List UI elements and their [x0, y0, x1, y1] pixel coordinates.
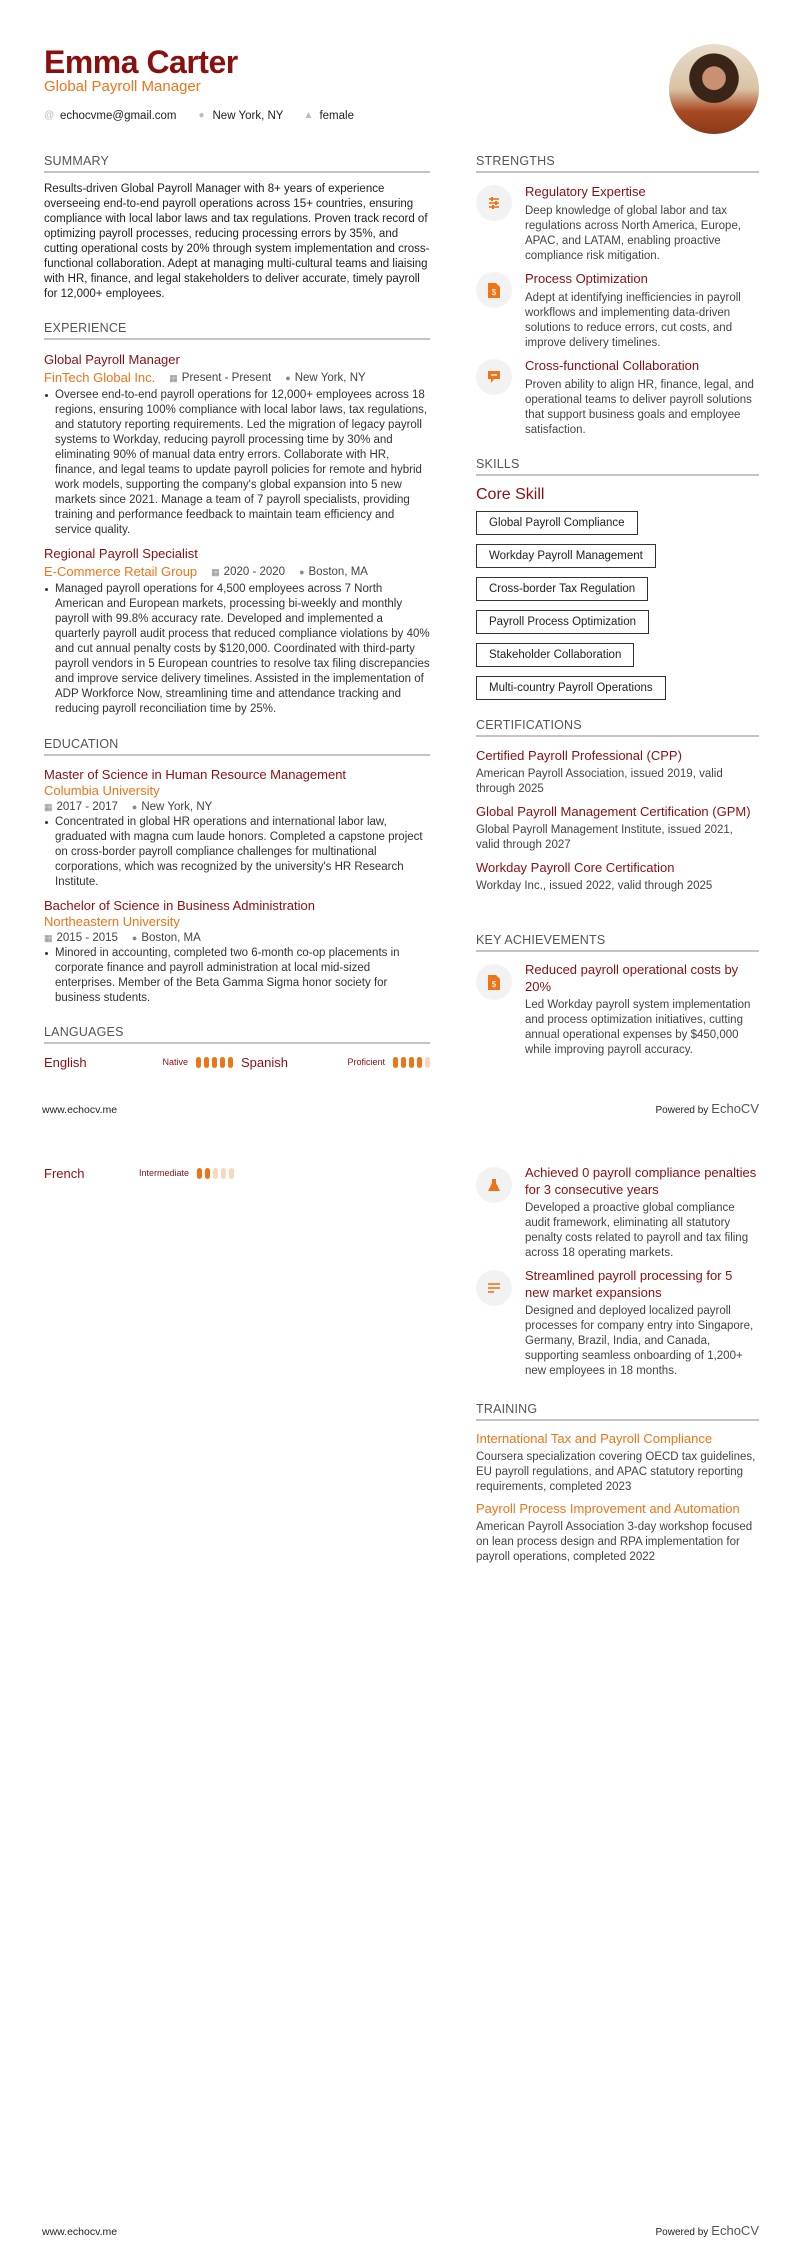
chat-icon [476, 359, 512, 395]
achievement-desc: Led Workday payroll system implementation and process optimization initiatives, cutting annual operational expenses by $450,000 while improving payroll accuracy. [525, 999, 751, 1056]
strength-title: Process Optimization [525, 271, 648, 286]
gender: female [319, 110, 354, 122]
section-heading: SUMMARY [44, 153, 430, 173]
proficiency-dots [196, 1057, 233, 1068]
bullet: Managed payroll operations for 4,500 employees across 7 North American and European markets, processing bi-weekly and monthly payroll with 99.8% accuracy rate. Developed and implemented a quarterly payroll audit process that reduced compliance violations by 40% and cut annual penalty costs by $120,000. Coordinated with third-party payroll vendors in 5 European countries to resolve tax filing discrepancies and improve service delivery timelines. Assisted in the implementation of ADP Workforce Now, streamlining time and attendance tracking and reducing payroll reconciliation time by 25%. [44, 582, 430, 717]
achievement-title: Achieved 0 payroll compliance penalties for 3 consecutive years [525, 1165, 757, 1197]
dates: 2015 - 2015 [56, 932, 118, 944]
achievement-item [476, 1267, 759, 1379]
proficiency-dot-filled [409, 1057, 414, 1068]
certification-title: Certified Payroll Professional (CPP) [476, 748, 682, 763]
strength-item [476, 183, 759, 264]
proficiency-dot-filled [197, 1168, 202, 1179]
invoice-icon [476, 964, 512, 1000]
bullet: Oversee end-to-end payroll operations for 12,000+ employees across 18 regions, ensuring 100% compliance with local labor laws, tax regulations, and statutory reporting requirements. Led the migration of legacy payroll systems to Workday, reducing payroll processing time by 30% and eliminating 90% of manual data entry errors. Collaborate with HR, finance, and legal teams to update payroll policies for remote and hybrid work models, supporting the company's global expansion into 5 new markets since 2021. Manage a team of 7 payroll specialists, providing training and performance feedback to maintain team efficiency and service quality. [44, 388, 430, 538]
proficiency-dots [393, 1057, 430, 1068]
experience-item [44, 351, 430, 538]
education-section [44, 736, 430, 1006]
strength-item [476, 357, 759, 438]
language-level: Proficient [347, 1057, 385, 1067]
certification-desc: American Payroll Association, issued 2019, valid through 2025 [476, 768, 723, 795]
flask-icon [476, 1167, 512, 1203]
proficiency-dot-filled [401, 1057, 406, 1068]
summary-text: Results-driven Global Payroll Manager with 8+ years of experience overseeing end-to-end payroll operations across 15+ countries, ensuring compliance with local labor laws and tax regulations. Proven track record of optimizing payroll processes, reducing processing errors by 35%, and cutting operational costs by 20% through system implementation and cross-functional collaboration. Adept at managing multi-cultural teams and liaising with HR, finance, and legal stakeholders to deliver accurate, timely payroll for 12,000+ employees. [44, 183, 430, 300]
school-location: New York, NY [141, 801, 213, 813]
job-title: Global Payroll Manager [44, 352, 180, 367]
proficiency-dot-filled [393, 1057, 398, 1068]
section-heading: STRENGTHS [476, 153, 759, 173]
profile-photo [669, 44, 759, 134]
invoice-icon [476, 272, 512, 308]
calendar-icon: ▦ [44, 932, 53, 943]
training-title: Payroll Process Improvement and Automation [476, 1501, 740, 1516]
person-icon: ▲ [303, 110, 314, 121]
proficiency-dot-empty [229, 1168, 234, 1179]
strength-desc: Adept at identifying inefficiencies in payroll workflows and implementing data-driven solutions to reduce errors, cut costs, and improve delivery timelines. [525, 292, 741, 349]
skill-tag: Workday Payroll Management [476, 544, 656, 568]
candidate-title: Global Payroll Manager [44, 78, 201, 95]
dates: 2017 - 2017 [56, 801, 118, 813]
dates: Present - Present [181, 372, 272, 384]
language-english [44, 1053, 233, 1071]
skill-tag: Stakeholder Collaboration [476, 643, 634, 667]
dates: 2020 - 2020 [223, 566, 286, 578]
section-heading: EXPERIENCE [44, 320, 430, 340]
powered-label: Powered by [655, 2227, 709, 2238]
brand-logo[interactable]: EchoCV [711, 2223, 759, 2238]
calendar-icon: ▦ [44, 802, 53, 812]
section-heading: SKILLS [476, 456, 759, 476]
experience-item [44, 545, 430, 717]
location-pin-icon: ● [198, 110, 205, 121]
proficiency-dot-empty [425, 1057, 430, 1068]
skills-section [476, 456, 759, 709]
section-heading: KEY ACHIEVEMENTS [476, 932, 759, 952]
proficiency-dot-filled [417, 1057, 422, 1068]
location-pin-icon: ● [131, 933, 138, 943]
achievements-continued [476, 1164, 759, 1379]
proficiency-dot-filled [205, 1168, 210, 1179]
brand-logo[interactable]: EchoCV [711, 1101, 759, 1116]
training-item [476, 1430, 759, 1495]
training-section [476, 1401, 759, 1565]
proficiency-dot-filled [212, 1057, 217, 1068]
section-heading: LANGUAGES [44, 1024, 430, 1044]
certification-item [476, 747, 759, 797]
achievement-item [476, 1164, 759, 1261]
summary-section [44, 153, 430, 302]
contact-info [44, 108, 354, 124]
bullet: Concentrated in global HR operations and international labor law, graduated with magna cum laude honors. Completed a capstone project on cross-border payroll compliance challenges for multinational corporations, which was recognized by the university's HR Research Institute. [44, 815, 430, 890]
achievement-desc: Developed a proactive global compliance audit framework, eliminating all statutory penalty costs related to payroll and tax filing across 18 operating markets. [525, 1202, 749, 1259]
school: Northeastern University [44, 914, 180, 929]
education-item [44, 767, 430, 890]
location: New York, NY [212, 110, 284, 122]
lines-icon [476, 1270, 512, 1306]
certification-title: Workday Payroll Core Certification [476, 860, 675, 875]
skill-tag: Cross-border Tax Regulation [476, 577, 648, 601]
skill-group-title: Core Skill [476, 486, 545, 503]
strength-desc: Proven ability to align HR, finance, legal, and operational teams to deliver payroll solutions that support business goals and employee satisfaction. [525, 379, 754, 436]
strength-desc: Deep knowledge of global labor and tax regulations across North America, Europe, APAC, and LATAM, enabling proactive compliance risk mitigation. [525, 205, 742, 262]
training-item [476, 1500, 759, 1565]
skill-tag: Payroll Process Optimization [476, 610, 649, 634]
certification-item [476, 859, 759, 894]
footer-powered-by [655, 1101, 759, 1116]
location-pin-icon: ● [299, 567, 305, 577]
experience-section [44, 320, 430, 717]
section-heading: EDUCATION [44, 736, 430, 756]
calendar-icon: ▦ [211, 566, 220, 577]
proficiency-dot-empty [213, 1168, 218, 1179]
training-desc: American Payroll Association 3-day workshop focused on lean process design and RPA implementation for payroll operations, completed 2022 [476, 1521, 753, 1563]
degree: Bachelor of Science in Business Administration [44, 898, 315, 913]
training-title: International Tax and Payroll Compliance [476, 1431, 713, 1446]
calendar-icon: ▦ [169, 372, 178, 383]
strength-item [476, 270, 759, 351]
languages-section [44, 1024, 430, 1071]
strengths-section [476, 153, 759, 438]
job-title: Regional Payroll Specialist [44, 546, 198, 561]
svg-text:$: $ [491, 287, 497, 297]
language-name: French [44, 1165, 85, 1181]
training-desc: Coursera specialization covering OECD tax guidelines, EU payroll regulations, and APAC statutory reporting requirements, completed 2023 [476, 1451, 756, 1493]
footer-powered-by [655, 2223, 759, 2238]
school-location: Boston, MA [141, 932, 201, 944]
certification-title: Global Payroll Management Certification (GPM) [476, 804, 751, 819]
skill-tag: Global Payroll Compliance [476, 511, 638, 535]
strength-title: Cross-functional Collaboration [525, 358, 700, 373]
language-level: Intermediate [138, 1168, 189, 1178]
sliders-icon [476, 185, 512, 221]
certification-item [476, 803, 759, 853]
proficiency-dot-filled [204, 1057, 209, 1068]
degree: Master of Science in Human Resource Management [44, 767, 347, 782]
language-level: Native [162, 1057, 188, 1067]
job-location: New York, NY [294, 372, 366, 384]
certifications-section [476, 717, 759, 894]
certification-desc: Workday Inc., issued 2022, valid through 2025 [476, 880, 713, 892]
language-name: Spanish [241, 1054, 288, 1070]
email[interactable]: echocvme@gmail.com [60, 110, 177, 122]
skill-tag: Multi-country Payroll Operations [476, 676, 666, 700]
job-location: Boston, MA [308, 566, 368, 578]
location-pin-icon: ● [285, 373, 291, 383]
at-icon: @ [44, 110, 55, 121]
bullet: Minored in accounting, completed two 6-month co-op placements in corporate finance and payroll administration at local mid-sized enterprises. Member of the Beta Gamma Sigma honor society for business students. [44, 946, 430, 1006]
footer-website[interactable]: www.echocv.me [42, 1104, 118, 1116]
company: FinTech Global Inc. [44, 370, 156, 385]
location-pin-icon: ● [131, 802, 138, 812]
school: Columbia University [44, 783, 160, 798]
section-heading: TRAINING [476, 1401, 759, 1421]
achievement-title: Reduced payroll operational costs by 20% [525, 962, 739, 994]
achievements-section [476, 932, 759, 1058]
proficiency-dots [197, 1168, 234, 1179]
proficiency-dot-filled [220, 1057, 225, 1068]
powered-label: Powered by [655, 1105, 709, 1116]
candidate-name: Emma Carter [44, 44, 238, 80]
strength-title: Regulatory Expertise [525, 184, 646, 199]
language-french [44, 1164, 234, 1182]
section-heading: CERTIFICATIONS [476, 717, 759, 737]
achievement-title: Streamlined payroll processing for 5 new market expansions [525, 1268, 733, 1300]
proficiency-dot-empty [221, 1168, 226, 1179]
proficiency-dot-filled [196, 1057, 201, 1068]
achievement-desc: Designed and deployed localized payroll processes for company entry into Singapore, Germany, Brazil, India, and Canada, supporting seamless onboarding of 1,200+ new employees in 18 months. [525, 1305, 754, 1377]
proficiency-dot-filled [228, 1057, 233, 1068]
education-item [44, 898, 430, 1006]
company: E-Commerce Retail Group [44, 564, 198, 579]
footer-website[interactable]: www.echocv.me [42, 2226, 118, 2238]
achievement-item [476, 961, 759, 1058]
language-name: English [44, 1054, 87, 1070]
certification-desc: Global Payroll Management Institute, issued 2021, valid through 2027 [476, 824, 733, 851]
svg-text:$: $ [491, 979, 497, 989]
language-spanish [241, 1053, 430, 1071]
